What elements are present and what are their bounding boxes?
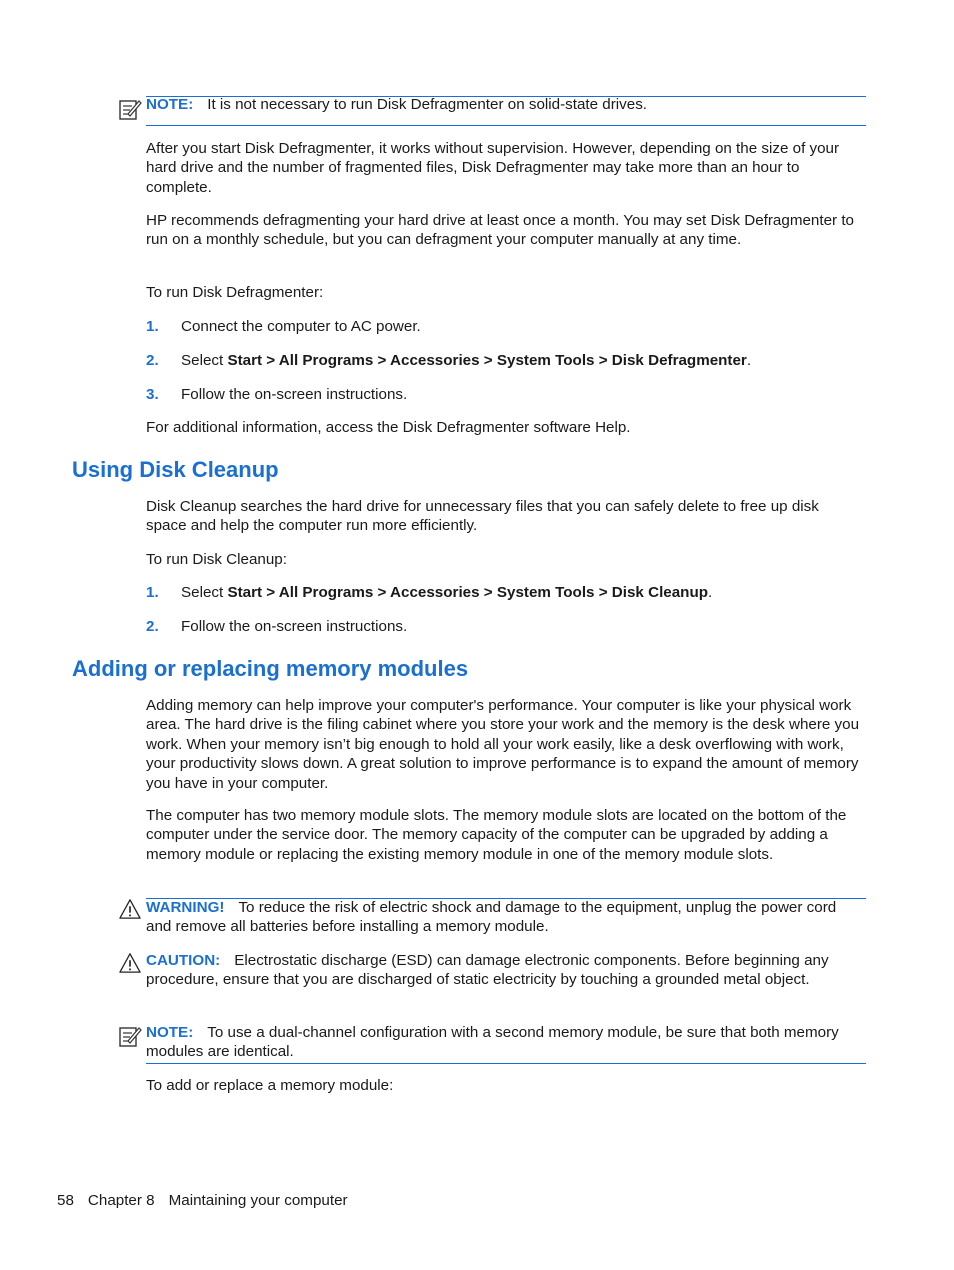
cleanup-paragraph: Disk Cleanup searches the hard drive for unnecessary files that you can safely delete to free up disk space and help the computer run more efficiently. xyxy=(146,498,819,535)
footer-chapter: Chapter 8 xyxy=(87,1192,155,1209)
section-heading-disk-cleanup: Using Disk Cleanup xyxy=(72,457,279,482)
section-heading-memory-modules: Adding or replacing memory modules xyxy=(72,656,469,681)
step-number: 1. xyxy=(146,318,159,335)
caution-callout xyxy=(146,951,862,990)
caution-triangle-icon xyxy=(119,952,141,974)
caution-label: CAUTION: xyxy=(146,952,221,969)
footer-chapter-title: Maintaining your computer xyxy=(168,1192,348,1209)
note-label: NOTE: xyxy=(146,1024,194,1041)
note-icon xyxy=(118,97,142,121)
note-bottom-rule xyxy=(146,1063,866,1064)
warning-label: WARNING! xyxy=(146,899,225,916)
step-suffix: . xyxy=(746,352,752,369)
caution-text: Electrostatic discharge (ESD) can damage electronic components. Before beginning any procedure, ensure that you are discharged of static electricity by touching a grounded metal object. xyxy=(146,952,829,989)
defrag-additional-info: For additional information, access the Disk Defragmenter software Help. xyxy=(146,419,631,436)
note-bottom-rule xyxy=(146,125,866,126)
defrag-paragraph-1: After you start Disk Defragmenter, it works without supervision. However, depending on the size of your hard drive and the number of fragmented files, Disk Defragmenter may take more than an hour to complete. xyxy=(146,140,840,196)
cleanup-step-1 xyxy=(181,583,871,602)
memory-outro: To add or replace a memory module: xyxy=(146,1077,394,1094)
page-footer xyxy=(57,1192,348,1209)
step-prefix: Select xyxy=(181,584,228,601)
step-prefix: Select xyxy=(181,352,228,369)
warning-triangle-icon xyxy=(119,898,141,920)
defrag-step-2 xyxy=(181,351,871,370)
cleanup-step-2: Follow the on-screen instructions. xyxy=(181,618,408,635)
cleanup-intro: To run Disk Cleanup: xyxy=(146,551,287,568)
note-text: It is not necessary to run Disk Defragmenter on solid-state drives. xyxy=(207,96,648,113)
defrag-step-3: Follow the on-screen instructions. xyxy=(181,386,408,403)
note-label: NOTE: xyxy=(146,96,194,113)
note-icon xyxy=(118,1024,142,1048)
warning-callout xyxy=(146,898,862,937)
step-suffix: . xyxy=(708,584,713,601)
memory-paragraph-2: The computer has two memory module slots. The memory module slots are located on the bottom of the computer under the service door. The memory capacity of the computer can be upgraded by adding a memory module or replacing the existing memory module in one of the memory module slots. xyxy=(146,807,847,863)
menu-path: Start > All Programs > Accessories > System Tools > Disk Defragmenter xyxy=(227,352,747,369)
step-number: 3. xyxy=(146,386,159,403)
defrag-step-1: Connect the computer to AC power. xyxy=(181,318,421,335)
note-callout xyxy=(146,95,862,114)
defrag-intro: To run Disk Defragmenter: xyxy=(146,284,324,301)
step-number: 1. xyxy=(146,584,159,601)
step-number: 2. xyxy=(146,618,159,635)
memory-paragraph-1: Adding memory can help improve your computer's performance. Your computer is like your physical work area. The hard drive is the filing cabinet where you store your work and the memory is the desk where you work. When your memory isn’t big enough to hold all your work easily, like a desk overflowing with work, your productivity slows down. A great solution to improve performance is to expand the amount of memory you have in your computer. xyxy=(146,697,860,792)
memory-note-callout xyxy=(146,1023,862,1062)
note-text: To use a dual-channel configuration with a second memory module, be sure that both memory modules are identical. xyxy=(146,1024,839,1061)
defrag-paragraph-2: HP recommends defragmenting your hard drive at least once a month. You may set Disk Defragmenter to run on a monthly schedule, but you can defragment your computer manually at any time. xyxy=(146,212,854,249)
page-number: 58 xyxy=(57,1192,74,1209)
menu-path: Start > All Programs > Accessories > System Tools > Disk Cleanup xyxy=(227,584,709,601)
step-number: 2. xyxy=(146,352,159,369)
warning-text: To reduce the risk of electric shock and damage to the equipment, unplug the power cord and remove all batteries before installing a memory module. xyxy=(146,899,837,936)
